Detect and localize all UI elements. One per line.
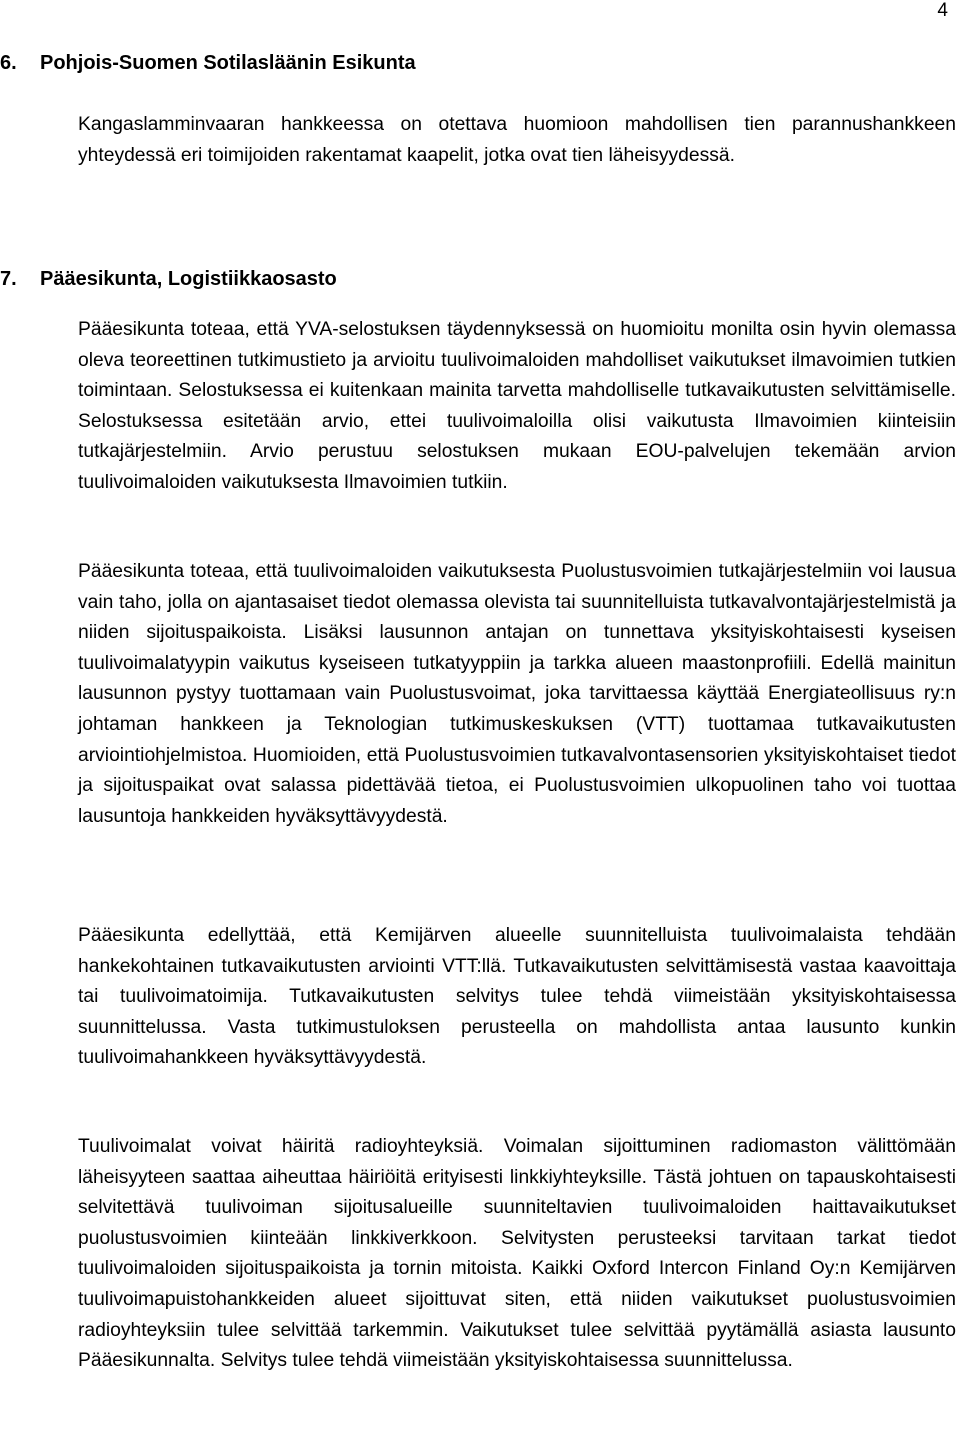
section-7-paragraph-2: Pääesikunta toteaa, että tuulivoimaloiden vaikutuksesta Puolustusvoimien tutkajärjestelmiin voi lausua vain taho, jolla on ajantasaiset tiedot olemassa olevista tai suunnitelluista tutkavalvontajärjestelmistä ja niiden sijoituspaikoista. Lisäksi lausunnon antajan on tunnettava yksityiskohtaisesti kyseisen tuulivoimalatyypin vaikutus kyseiseen tutkatyyppiin ja tarkka alueen maastonprofiili. Edellä mainitun lausunnon pystyy tuottamaan vain Puolustusvoimat, joka tarvittaessa käyttää Energiateollisuus ry:n johtaman hankkeen ja Teknologian tutkimuskeskuksen (VTT) tuottamaa tutkavaikutusten arviointiohjelmistoa. Huomioiden, että Puolustusvoimien tutkavalvontasensorien yksityiskohtaiset tiedot ja sijoituspaikat ovat salassa pidettävää tietoa, ei Puolustusvoimien ulkopuolinen taho voi tuottaa lausuntoja hankkeiden hyväksyttävyydestä.	[78, 561, 956, 827]
section-7-paragraph-1: Pääesikunta toteaa, että YVA-selostuksen täydennyksessä on huomioitu monilta osin hyvin olemassa oleva teoreettinen tutkimustieto ja arvioitu tuulivoimaloiden mahdolliset vaikutukset ilmavoimien tutkien toimintaan. Selostuksessa ei kuitenkaan mainita tarvetta mahdolliselle tutkavaikutusten selvittämiselle. Selostuksessa esitetään arvio, ettei tuulivoimaloilla olisi vaikutusta Ilmavoimien kiinteisiin tutkajärjestelmiin. Arvio perustuu selostuksen mukaan EOU-palvelujen tekemään arvion tuulivoimaloiden vaikutuksesta Ilmavoimien tutkiin.	[78, 319, 956, 493]
section-7-heading	[0, 267, 337, 291]
section-6-paragraph-1: Kangaslamminvaaran hankkeessa on otettava huomioon mahdollisen tien parannushankkeen yhteydessä eri toimijoiden rakentamat kaapelit, jotka ovat tien läheisyydessä.	[78, 114, 956, 166]
section-6-number: 6.	[0, 52, 17, 74]
section-7-paragraph-4: Tuulivoimalat voivat häiritä radioyhteyksiä. Voimalan sijoittuminen radiomaston välittömään läheisyyteen saattaa aiheuttaa häiriöitä erityisesti linkkiyhteyksille. Tästä johtuen on tapauskohtaisesti selvitettävä tuulivoiman sijoitusalueille suunniteltavien tuulivoimaloiden haittavaikutukset puolustusvoimien kiinteään linkkiverkkoon. Selvitysten perusteeksi tarvitaan tarkat tiedot tuulivoimaloiden sijoituspaikoista ja tornin mitoista. Kaikki Oxford Intercon Finland Oy:n Kemijärven tuulivoimapuistohankkeiden alueet sijoittuvat siten, että niiden vaikutukset puolustusvoimien radioyhteyksiin tulee selvittää tarkemmin. Vaikutukset tulee selvittää pyytämällä asiasta lausunto Pääesikunnalta. Selvitys tulee tehdä viimeistään yksityiskohtaisessa suunnittelussa.	[78, 1136, 956, 1372]
section-7-title: Pääesikunta, Logistiikkaosasto	[40, 268, 337, 290]
section-6-heading	[0, 51, 416, 75]
page-number: 4	[937, 0, 948, 21]
section-7-paragraph-3: Pääesikunta edellyttää, että Kemijärven alueelle suunnitelluista tuulivoimalaista tehdään hankekohtainen tutkavaikutusten arviointi VTT:llä. Tutkavaikutusten selvittämisestä vastaa kaavoittaja tai tuulivoimatoimija. Tutkavaikutusten selvitys tulee tehdä viimeistään yksityiskohtaisessa suunnittelussa. Vasta tutkimustuloksen perusteella on mahdollista antaa lausunto kunkin tuulivoimahankkeen hyväksyttävyydestä.	[78, 925, 956, 1069]
section-7-number: 7.	[0, 268, 17, 290]
section-6-title: Pohjois-Suomen Sotilasläänin Esikunta	[40, 52, 416, 74]
